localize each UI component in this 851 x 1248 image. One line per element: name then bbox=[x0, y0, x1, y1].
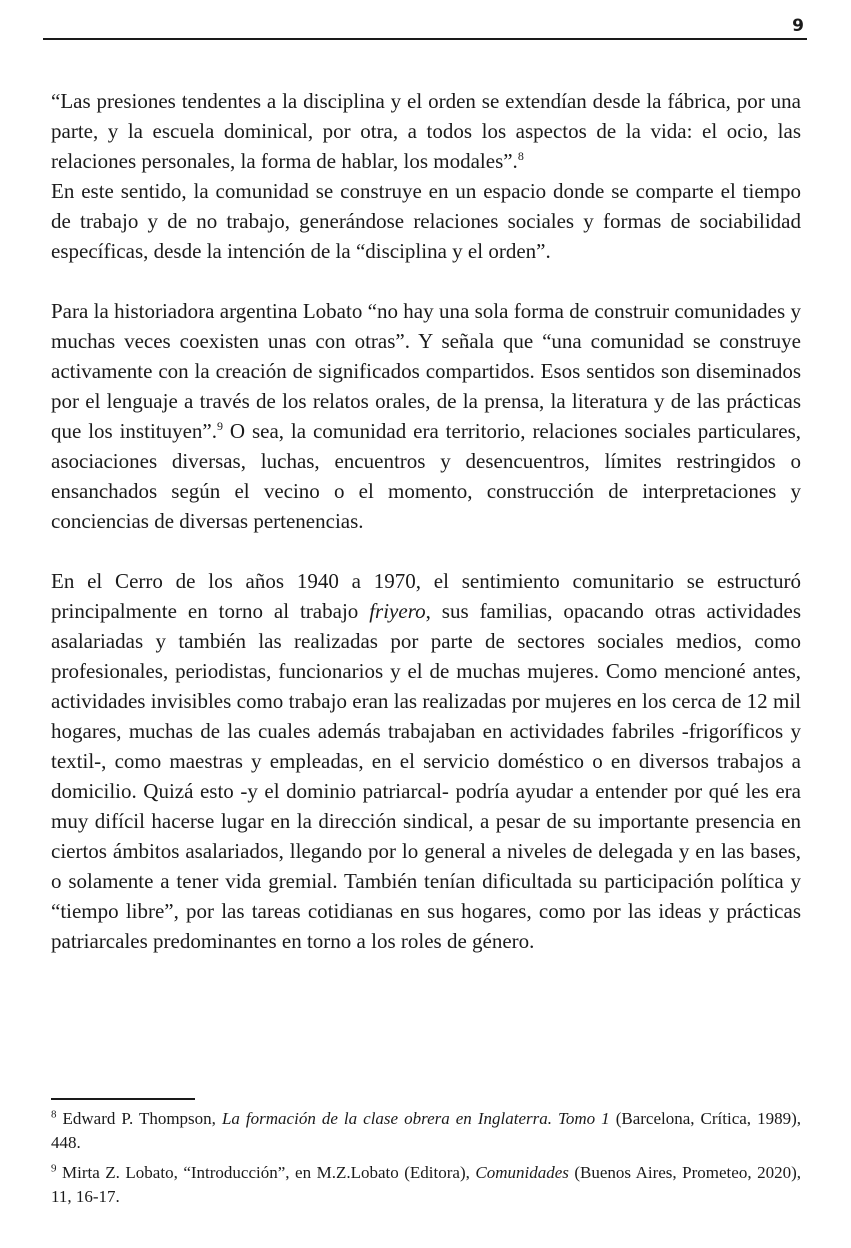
quote-paragraph bbox=[51, 86, 801, 176]
footnote-rule bbox=[51, 1098, 195, 1100]
footnote-number: 9 bbox=[51, 1162, 57, 1175]
footnote-title: Comunidades bbox=[475, 1163, 569, 1182]
footnote-text: Edward P. Thompson, bbox=[56, 1109, 222, 1128]
page-number: 9 bbox=[792, 16, 804, 36]
footnote-text: (Barcelona, Crítica, 1989), 448. bbox=[51, 1109, 801, 1152]
footnote-ref-9[interactable]: 9 bbox=[217, 419, 224, 433]
body-text bbox=[51, 86, 801, 956]
footnotes bbox=[51, 1107, 801, 1215]
paragraph-cerro-emphasis: friyero bbox=[369, 599, 426, 623]
footnote-text: (Buenos Aires, Prometeo, 2020), 11, 16-17. bbox=[51, 1163, 801, 1206]
paragraph-cerro-cont: , sus familias, opacando otras actividades asalariadas y también las realizadas por parte de sectores sociales medios, como profesionales, periodistas, funcionarios y el de muchas mujeres. Como mencioné antes, actividades invisibles como trabajo eran las realizadas por mujeres en los cerca de 12 mil hogares, muchas de las cuales además trabajaban en actividades fabriles -frigoríficos y textil-, como maestras y empleadas, en el servicio doméstico o en diversos trabajos a domicilio. Quizá esto -y el dominio patriarcal- podría ayudar a entender por qué les era muy difícil hacerse lugar en la dirección sindical, a pesar de su importante presencia en ciertos ámbitos asalariados, llegando por lo general a niveles de delegada y en las bases, o solamente a tener vida gremial. También tenían dificultada su participación política y “tiempo libre”, por las tareas cotidianas en sus hogares, como por las ideas y prácticas patriarcales predominantes en torno a los roles de género. bbox=[51, 599, 801, 953]
paragraph-lobato-text: Para la historiadora argentina Lobato “no hay una sola forma de construir comunidades y muchas veces coexisten unas con otras”. Y señala que “una comunidad se construye activamente con la creación de significados compartidos. Esos sentidos son diseminados por el lenguaje a través de los relatos orales, de la prensa, la literatura y de las prácticas que los instituyen”. bbox=[51, 299, 801, 443]
paragraph-lobato bbox=[51, 296, 801, 536]
quote-text: “Las presiones tendentes a la disciplina y el orden se extendían desde la fábrica, por una parte, y la escuela dominical, por otra, a todos los aspectos de la vida: el ocio, las relaciones personales, la forma de hablar, los modales”. bbox=[51, 89, 801, 173]
paragraph-cerro bbox=[51, 566, 801, 956]
footnote-8 bbox=[51, 1107, 801, 1155]
paragraph-cerro-text: En el Cerro de los años 1940 a 1970, el sentimiento comunitario se estructuró principalmente en torno al trabajo bbox=[51, 569, 801, 623]
footnote-text: Mirta Z. Lobato, “Introducción”, en M.Z.Lobato (Editora), bbox=[56, 1163, 476, 1182]
footnote-9 bbox=[51, 1161, 801, 1209]
footnote-number: 8 bbox=[51, 1108, 57, 1121]
paragraph-community: En este sentido, la comunidad se construye en un espacio donde se comparte el tiempo de trabajo y de no trabajo, generándose relaciones sociales y formas de sociabilidad específicas, desde la intención de la “disciplina y el orden”. bbox=[51, 179, 801, 263]
footnote-ref-8[interactable]: 8 bbox=[517, 149, 524, 163]
paragraph-lobato-cont: O sea, la comunidad era territorio, relaciones sociales particulares, asociaciones diversas, luchas, encuentros y desencuentros, límites restringidos o ensanchados según el vecino o el momento, construcción de interpretaciones y conciencias de diversas pertenencias. bbox=[51, 419, 802, 533]
footnote-title: La formación de la clase obrera en Inglaterra. Tomo 1 bbox=[221, 1109, 610, 1128]
header-rule bbox=[43, 38, 807, 40]
